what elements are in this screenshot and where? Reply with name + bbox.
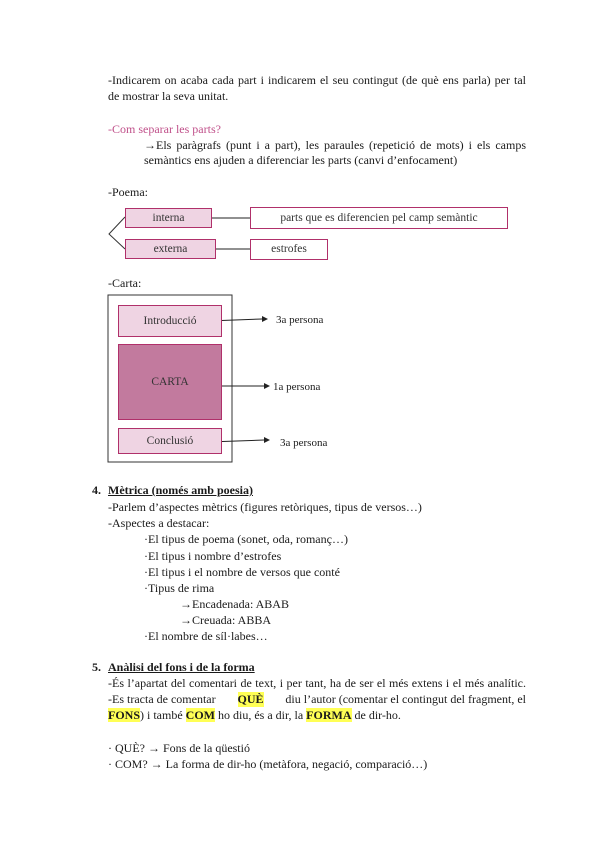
section-4-line-1: -Parlem d’aspectes mètrics (figures retòriques, tipus de versos…) (108, 500, 422, 514)
que-highlight: QUÈ (237, 692, 264, 706)
intro-line-2: de mostrar la seva unitat. (108, 89, 229, 103)
section-4-number: 4. (92, 483, 101, 497)
poema-interna-box: interna (125, 208, 212, 228)
com-highlight: COM (185, 708, 215, 722)
line-2-text-b: diu l’autor (comentar el contingut del fragment, el (285, 692, 526, 706)
poema-label: -Poema: (108, 185, 148, 199)
intro-line-1: -Indicarem on acaba cada part i indicarem el seu contingut (de què ens parla) per tal (108, 73, 526, 87)
bullet-que: · QUÈ? → Fons de la qüestió (108, 741, 250, 755)
poema-interna-desc: parts que es diferencien pel camp semàntic (250, 207, 508, 229)
separate-heading: -Com separar les parts? (108, 122, 221, 136)
section-4-last: ·El nombre de síl·labes… (144, 629, 268, 643)
poema-externa-desc: estrofes (250, 239, 328, 260)
carta-introduccio-box: Introducció (118, 305, 222, 337)
carta-body-box: CARTA (118, 344, 222, 420)
section-4-line-2: -Aspectes a destacar: (108, 516, 210, 530)
persona-carta: 1a persona (273, 381, 321, 393)
bullet-com: · COM? → La forma de dir-ho (metàfora, negació, comparació…) (108, 757, 428, 771)
section-5-number: 5. (92, 660, 101, 674)
line-3-text-a: ) i també (140, 708, 183, 722)
separate-line-2: semàntics ens ajuden a diferenciar les parts (canvi d’enfocament) (144, 153, 458, 167)
line-2-text-a: -Es tracta de comentar (108, 692, 216, 706)
section-4-item: ·El tipus de poema (sonet, oda, romanç…) (144, 532, 348, 546)
section-4-item: ·El tipus i nombre d’estrofes (144, 549, 282, 563)
section-5-line-3 (108, 708, 401, 723)
carta-conclusio-box: Conclusió (118, 428, 222, 454)
poema-externa-box: externa (125, 239, 216, 259)
separate-line-1: →Els paràgrafs (punt i a part), les paraules (repetició de mots) i els camps (144, 138, 526, 152)
section-5-line-2 (108, 692, 526, 707)
forma-highlight: FORMA (306, 708, 352, 722)
section-5-line-1: -És l’apartat del comentari de text, i per tant, ha de ser el més extens i el més analític. (108, 676, 526, 690)
persona-intro: 3a persona (276, 314, 324, 326)
rima-encadenada: →Encadenada: ABAB (180, 597, 289, 611)
line-3-text-c: de dir-ho. (354, 708, 401, 722)
rima-creuada: →Creuada: ABBA (180, 613, 271, 627)
persona-conclusio: 3a persona (280, 437, 328, 449)
section-4-item: ·El tipus i el nombre de versos que conté (144, 565, 340, 579)
section-4-item: ·Tipus de rima (144, 581, 215, 595)
carta-label: -Carta: (108, 276, 142, 290)
section-4-title: Mètrica (només amb poesia) (108, 483, 253, 497)
fons-highlight: FONS (108, 708, 141, 722)
section-5-title: Anàlisi del fons i de la forma (108, 660, 255, 674)
line-3-text-b: ho diu, és a dir, la (218, 708, 304, 722)
